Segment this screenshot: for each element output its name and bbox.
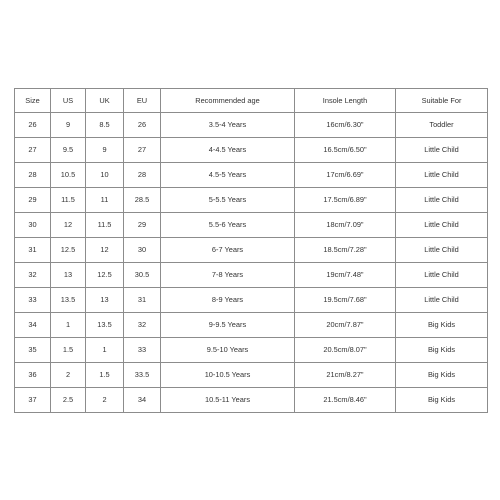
cell-size: 28 [15,163,51,188]
table-row [15,213,488,238]
table-row [15,138,488,163]
cell-size: 29 [15,188,51,213]
cell-size: 36 [15,363,51,388]
cell-eu: 27 [124,138,161,163]
cell-suitable-for: Big Kids [396,338,488,363]
cell-eu: 30.5 [124,263,161,288]
cell-uk: 12 [86,238,124,263]
header-suitable-for: Suitable For [396,89,488,113]
header-row [15,89,488,113]
cell-eu: 33 [124,338,161,363]
cell-recommended-age: 10-10.5 Years [161,363,295,388]
cell-recommended-age: 6-7 Years [161,238,295,263]
cell-us: 12.5 [51,238,86,263]
header-eu: EU [124,89,161,113]
cell-insole-length: 18.5cm/7.28" [295,238,396,263]
cell-us: 10.5 [51,163,86,188]
cell-uk: 2 [86,388,124,413]
cell-size: 31 [15,238,51,263]
cell-uk: 1 [86,338,124,363]
cell-insole-length: 19cm/7.48" [295,263,396,288]
cell-size: 33 [15,288,51,313]
cell-recommended-age: 4-4.5 Years [161,138,295,163]
cell-size: 27 [15,138,51,163]
cell-uk: 10 [86,163,124,188]
table-row [15,238,488,263]
cell-insole-length: 21cm/8.27" [295,363,396,388]
table-row [15,188,488,213]
cell-recommended-age: 5.5-6 Years [161,213,295,238]
table-row [15,263,488,288]
cell-us: 9.5 [51,138,86,163]
cell-eu: 31 [124,288,161,313]
cell-us: 12 [51,213,86,238]
cell-us: 11.5 [51,188,86,213]
cell-insole-length: 19.5cm/7.68" [295,288,396,313]
cell-recommended-age: 4.5-5 Years [161,163,295,188]
cell-us: 13.5 [51,288,86,313]
cell-size: 26 [15,113,51,138]
cell-suitable-for: Little Child [396,213,488,238]
cell-size: 37 [15,388,51,413]
header-recommended-age: Recommended age [161,89,295,113]
cell-uk: 9 [86,138,124,163]
cell-us: 1 [51,313,86,338]
header-us: US [51,89,86,113]
cell-insole-length: 20.5cm/8.07" [295,338,396,363]
cell-recommended-age: 8-9 Years [161,288,295,313]
cell-eu: 30 [124,238,161,263]
cell-uk: 11.5 [86,213,124,238]
cell-uk: 1.5 [86,363,124,388]
cell-us: 13 [51,263,86,288]
cell-suitable-for: Little Child [396,263,488,288]
cell-insole-length: 17cm/6.69" [295,163,396,188]
header-size: Size [15,89,51,113]
cell-suitable-for: Little Child [396,288,488,313]
cell-suitable-for: Little Child [396,238,488,263]
cell-size: 34 [15,313,51,338]
cell-insole-length: 20cm/7.87" [295,313,396,338]
cell-suitable-for: Big Kids [396,363,488,388]
cell-size: 35 [15,338,51,363]
cell-us: 9 [51,113,86,138]
cell-us: 2 [51,363,86,388]
cell-uk: 12.5 [86,263,124,288]
table-row [15,388,488,413]
cell-uk: 8.5 [86,113,124,138]
cell-recommended-age: 5-5.5 Years [161,188,295,213]
cell-size: 30 [15,213,51,238]
cell-eu: 32 [124,313,161,338]
cell-insole-length: 18cm/7.09" [295,213,396,238]
header-uk: UK [86,89,124,113]
cell-insole-length: 16cm/6.30" [295,113,396,138]
cell-recommended-age: 9-9.5 Years [161,313,295,338]
table-row [15,338,488,363]
cell-size: 32 [15,263,51,288]
cell-us: 1.5 [51,338,86,363]
cell-eu: 33.5 [124,363,161,388]
cell-suitable-for: Toddler [396,113,488,138]
cell-recommended-age: 3.5-4 Years [161,113,295,138]
cell-eu: 29 [124,213,161,238]
cell-insole-length: 16.5cm/6.50" [295,138,396,163]
cell-suitable-for: Little Child [396,163,488,188]
cell-insole-length: 21.5cm/8.46" [295,388,396,413]
cell-recommended-age: 9.5-10 Years [161,338,295,363]
cell-suitable-for: Big Kids [396,313,488,338]
cell-recommended-age: 10.5-11 Years [161,388,295,413]
cell-suitable-for: Little Child [396,138,488,163]
header-insole-length: Insole Length [295,89,396,113]
cell-uk: 13.5 [86,313,124,338]
table-row [15,163,488,188]
cell-uk: 11 [86,188,124,213]
table-row [15,363,488,388]
cell-suitable-for: Little Child [396,188,488,213]
cell-us: 2.5 [51,388,86,413]
cell-recommended-age: 7-8 Years [161,263,295,288]
cell-suitable-for: Big Kids [396,388,488,413]
size-chart-table [14,88,488,413]
cell-eu: 28.5 [124,188,161,213]
cell-eu: 34 [124,388,161,413]
table-row [15,113,488,138]
cell-uk: 13 [86,288,124,313]
table-row [15,288,488,313]
table-row [15,313,488,338]
cell-eu: 26 [124,113,161,138]
cell-insole-length: 17.5cm/6.89" [295,188,396,213]
cell-eu: 28 [124,163,161,188]
